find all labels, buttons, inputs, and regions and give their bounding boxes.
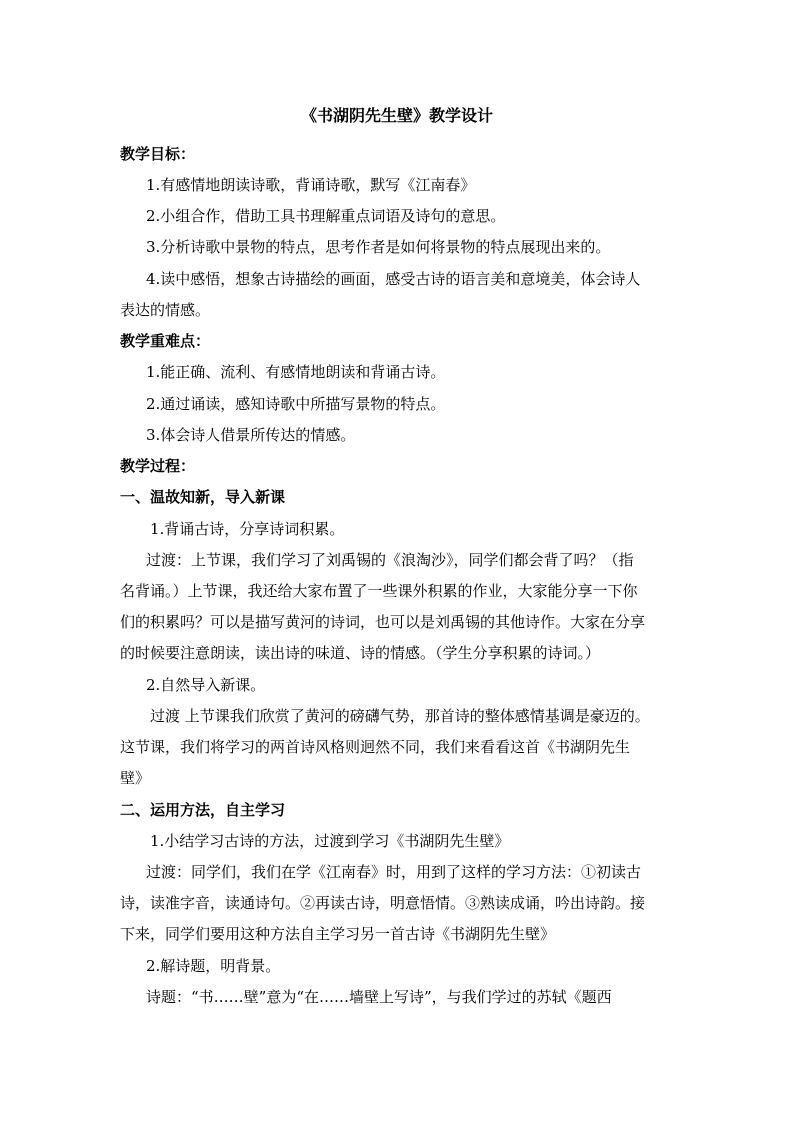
goal-item-4-cont: 表达的情感。 (120, 301, 211, 319)
section2-paragraph-line-1: 过渡：同学们，我们在学《江南春》时，用到了这样的学习方法：①初读古 (146, 863, 642, 881)
section2-title-explanation: 诗题：“书……壁”意为“在……墙壁上写诗”，与我们学过的苏轼《题西 (146, 988, 612, 1006)
goal-item-1: 1.有感情地朗读诗歌，背诵诗歌，默写《江南春》 (146, 176, 476, 194)
key-point-3: 3.体会诗人借景所传达的情感。 (146, 426, 356, 444)
goal-item-2: 2.小组合作，借助工具书理解重点词语及诗句的意思。 (146, 207, 506, 225)
heading-key-points: 教学重难点： (120, 332, 211, 350)
goal-item-3: 3.分析诗歌中景物的特点，思考作者是如何将景物的特点展现出来的。 (146, 238, 611, 256)
section1-paragraph-line-4: 的时候要注意朗读，读出诗的味道、诗的情感。（学生分享积累的诗词。） (120, 644, 601, 662)
section1-paragraph-line-1: 过渡：上节课，我们学习了刘禹锡的《浪淘沙》，同学们都会背了吗？（指 (146, 551, 634, 569)
section1-paragraph-line-3: 们的积累吗？可以是描写黄河的诗词，也可以是刘禹锡的其他诗作。大家在分享 (120, 613, 646, 631)
heading-teaching-process: 教学过程： (120, 457, 196, 475)
section1-item-2: 2.自然导入新课。 (146, 676, 266, 694)
section1-transition-line-2: 这节课，我们将学习的两首诗风格则迥然不同，我们来看看这首《书湖阴先生 (120, 738, 631, 756)
section-heading-1: 一、温故知新，导入新课 (120, 488, 286, 506)
heading-teaching-goals: 教学目标： (120, 145, 196, 163)
section2-item-2: 2.解诗题，明背景。 (146, 957, 281, 975)
section1-paragraph-line-2: 名背诵。）上节课，我还给大家布置了一些课外积累的作业，大家能分享一下你 (120, 582, 638, 600)
key-point-1: 1.能正确、流利、有感情地朗读和背诵古诗。 (146, 363, 446, 381)
key-point-2: 2.通过诵读，感知诗歌中所描写景物的特点。 (146, 395, 446, 413)
section-heading-2: 二、运用方法，自主学习 (120, 801, 286, 819)
goal-item-4: 4.读中感悟，想象古诗描绘的画面，感受古诗的语言美和意境美，体会诗人 (146, 270, 641, 288)
section2-paragraph-line-3: 下来，同学们要用这种方法自主学习另一首古诗《书湖阴先生壁》 (120, 925, 556, 943)
section2-paragraph-line-2: 诗，读准字音，读通诗句。②再读古诗，明意悟情。③熟读成诵，吟出诗韵。接 (120, 894, 646, 912)
section2-item-1: 1.小结学习古诗的方法，过渡到学习《书湖阴先生壁》 (150, 832, 510, 850)
section1-transition-line-1: 过渡 上节课我们欣赏了黄河的磅礴气势，那首诗的整体感情基调是豪迈的。 (150, 707, 650, 725)
document-title: 《书湖阴先生壁》教学设计 (300, 106, 493, 125)
section1-transition-line-3: 壁》 (120, 769, 151, 787)
section1-item-1: 1.背诵古诗，分享诗词积累。 (150, 520, 345, 538)
